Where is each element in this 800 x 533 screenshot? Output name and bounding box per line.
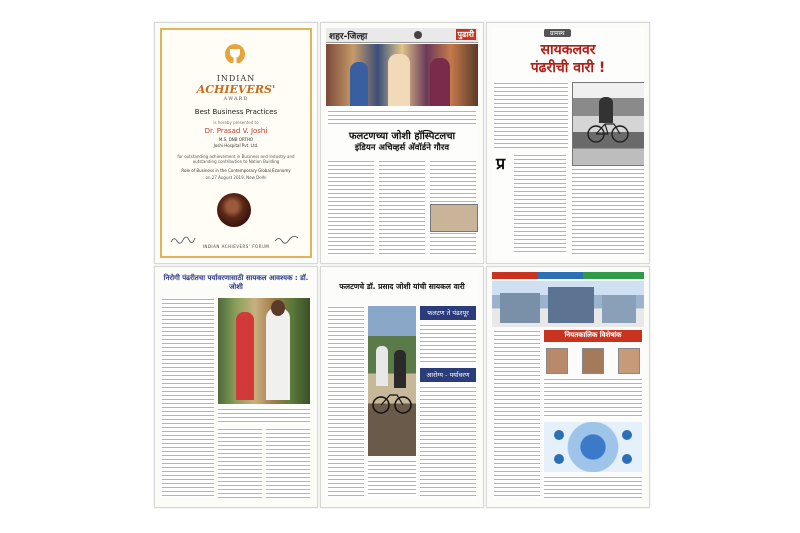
clipping-pudhari-tile[interactable]: [320, 22, 484, 264]
masthead-bar: [326, 28, 478, 43]
headline: फलटणचे डॉ. प्रसाद जोशी यांची सायकल वारी: [339, 282, 465, 291]
article-column-3: [420, 386, 476, 496]
inset-photo: [430, 204, 478, 232]
paper-name: पुढारी: [457, 30, 474, 39]
blue-infographic: [544, 422, 642, 472]
headline-line-2: पंढरीची वारी !: [530, 60, 606, 76]
event-title: Role of Business in the Contemporary Global Economy: [181, 168, 291, 173]
article-column-2: [544, 378, 642, 418]
clipping-supplement-tile[interactable]: [486, 266, 650, 508]
recipient-name: Dr. Prasad V. Joshi: [204, 127, 268, 135]
section-title: नियतकालिक विशेषांक: [564, 331, 622, 339]
photo-person-1: [236, 312, 254, 400]
caption-text: [218, 408, 310, 424]
gold-seal: [217, 193, 251, 227]
top-banner: [492, 272, 644, 279]
cyclist-figure: [599, 97, 613, 123]
info-box-2-label: आरोग्य - पर्यावरण: [426, 371, 470, 379]
award-certificate: [160, 28, 312, 258]
photo-person-2: [266, 308, 290, 400]
bicycle-icon: [372, 392, 412, 414]
citation: for outstanding achievement in Business and Industry and outstanding contribution to Nation Building: [177, 154, 295, 164]
people-photo: [218, 298, 310, 404]
section-header: [544, 330, 642, 342]
cycle-rally-photo: [572, 82, 644, 166]
clipping-dr-joshi-tile[interactable]: [320, 266, 484, 508]
newspaper-clipping-5: [326, 272, 478, 502]
info-box-1: [420, 306, 476, 320]
article-column-1: [494, 330, 540, 498]
photo-person-1: [350, 62, 368, 106]
date-line: on 27 August 2019, New Delhi: [205, 175, 267, 180]
article-column-2: [218, 428, 262, 498]
headline-line-1: फलटणच्या जोशी हॉस्पिटलचा: [348, 131, 456, 142]
article-column-3: [544, 476, 642, 498]
certificate-tile[interactable]: [154, 22, 318, 264]
paper-emblem-icon: [414, 31, 422, 39]
presented-line: is hereby presented to: [213, 120, 259, 125]
caption-text: [368, 460, 416, 496]
article-column-3: [266, 428, 310, 498]
recipient-company: Joshi Hospital Pvt. Ltd.: [213, 143, 259, 148]
trophy-logo-icon: [224, 44, 246, 72]
newspaper-clipping-2: [326, 28, 478, 258]
logo-line-1: INDIAN: [216, 74, 256, 83]
building-photo: [492, 281, 644, 327]
award-ceremony-photo: [326, 44, 478, 106]
newspaper-clipping-4: [160, 272, 312, 502]
building-block-3: [602, 295, 636, 323]
info-dot-3: [554, 454, 564, 464]
logo-line-3: AWARD: [223, 96, 249, 102]
intro-text: [494, 82, 568, 148]
clipping-environment-tile[interactable]: [154, 266, 318, 508]
info-box-1-label: फलटण ते पंढरपूर: [427, 309, 469, 317]
masthead-title: शहर-जिल्हा: [329, 32, 368, 42]
article-column-2: [379, 160, 425, 256]
award-category: Best Business Practices: [194, 108, 278, 116]
caption-text: [328, 110, 476, 124]
photo-person-3: [430, 58, 450, 106]
newspaper-clipping-3: [492, 28, 644, 258]
cyclist-1: [376, 346, 388, 386]
article-column-1: [328, 160, 374, 256]
photo-person-2: [388, 54, 410, 106]
photo-person-head: [271, 300, 285, 316]
headline-line-2: इंडियन अचिव्हर्स अ‍ॅवॉर्डने गौरव: [354, 143, 450, 153]
section-tag: ग्रामस्थ: [544, 29, 571, 37]
building-block-2: [548, 287, 594, 323]
headline-line-1: सायकलवर: [540, 42, 596, 58]
headline: निरोगी पंढरीतचा पर्यावरणासाठी सायकल आवश्यक : डॉ. जोशी: [163, 274, 309, 291]
info-box-2: [420, 368, 476, 382]
article-column-2: [572, 168, 644, 254]
clipping-cycle-wari-tile[interactable]: [486, 22, 650, 264]
article-column-1: [328, 306, 364, 496]
article-column-1: [162, 298, 214, 498]
portrait-3: [618, 348, 640, 374]
article-column-2: [420, 324, 476, 364]
cyclist-2: [394, 350, 406, 388]
logo-line-2: ACHIEVERS': [196, 83, 276, 96]
portrait-1: [546, 348, 568, 374]
recipient-degree: M.S. DNB ORTHO: [218, 137, 254, 142]
cyclists-photo: [368, 306, 416, 456]
article-column-1: [514, 154, 566, 254]
dropcap: प्र: [496, 154, 506, 173]
info-dot-1: [554, 430, 564, 440]
info-dot-2: [622, 430, 632, 440]
newspaper-clipping-6: [492, 272, 644, 502]
bicycle-icon: [587, 121, 629, 143]
portrait-2: [582, 348, 604, 374]
forum-name: INDIAN ACHIEVERS' FORUM: [202, 244, 270, 249]
building-block-1: [500, 293, 540, 323]
info-dot-4: [622, 454, 632, 464]
